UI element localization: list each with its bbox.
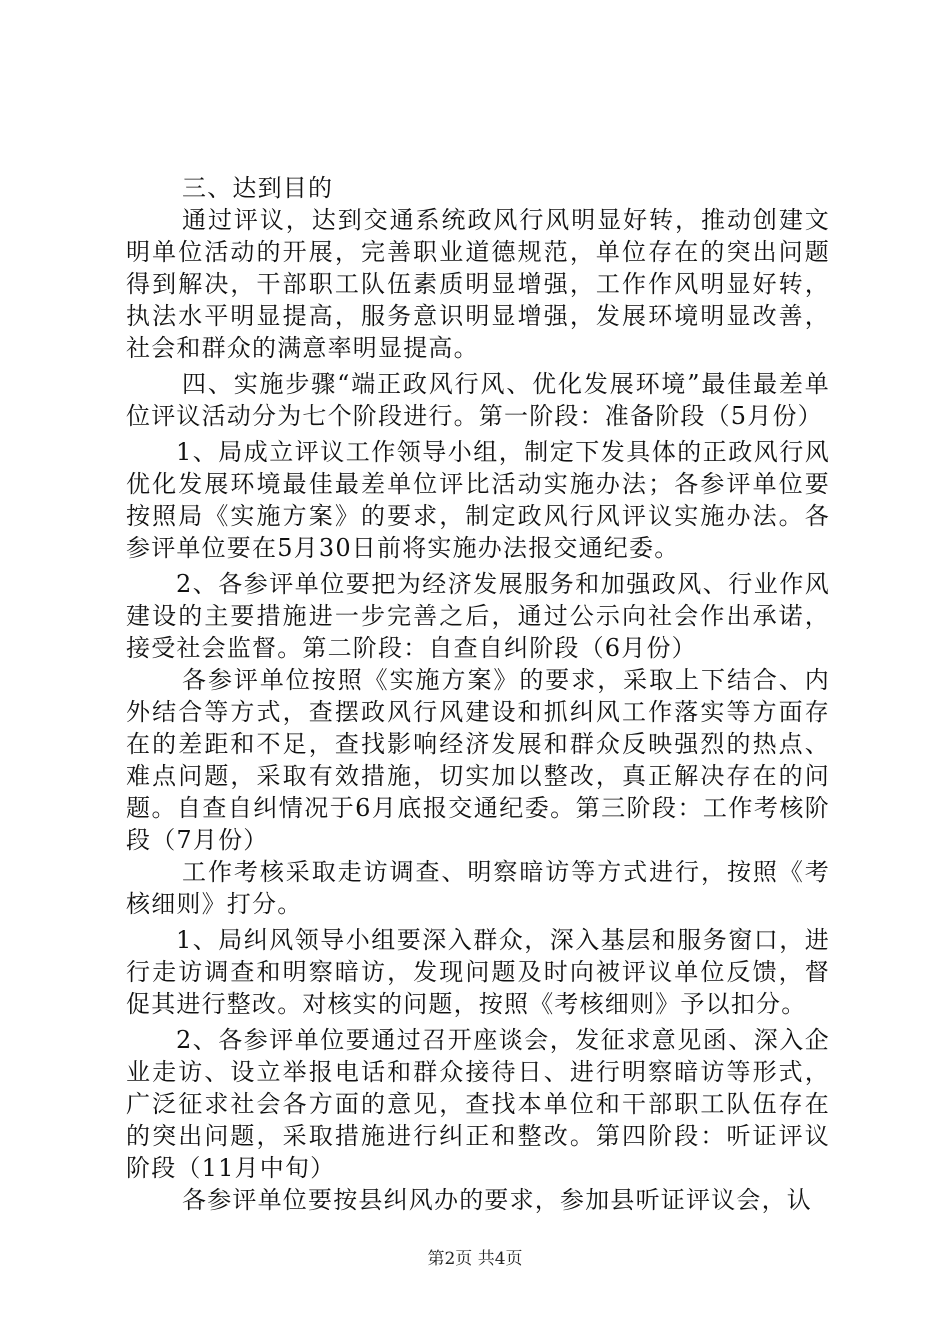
section-heading-goals: 三、达到目的 [182, 174, 334, 202]
section-heading-steps: 四、实施步骤“端正政风行风、优化发展环境”最佳最差单位评议活动分为七个阶段进行。第一阶段：准备阶段（5月份） [126, 370, 830, 430]
paragraph-assessment-1: 1、局纠风领导小组要深入群众，深入基层和服务窗口，进行走访调查和明察暗访，发现问题及时向被评议单位反馈，督促其进行整改。对核实的问题，按照《考核细则》予以扣分。 [126, 926, 830, 1018]
paragraph-goals: 通过评议，达到交通系统政风行风明显好转，推动创建文明单位活动的开展，完善职业道德规范，单位存在的突出问题得到解决，干部职工队伍素质明显增强，工作作风明显好转，执法水平明显提高，服务意识明显增强，发展环境明显改善，社会和群众的满意率明显提高。 [126, 206, 830, 362]
paragraph-step-1-1: 1、局成立评议工作领导小组，制定下发具体的正政风行风优化发展环境最佳最差单位评比活动实施办法；各参评单位要按照局《实施方案》的要求，制定政风行风评议实施办法。各参评单位要在5月30日前将实施办法报交通纪委。 [126, 438, 830, 562]
paragraph-self-check: 各参评单位按照《实施方案》的要求，采取上下结合、内外结合等方式，查摆政风行风建设和抓纠风工作落实等方面存在的差距和不足，查找影响经济发展和群众反映强烈的热点、难点问题，采取有效措施，切实加以整改，真正解决存在的问题。自查自纠情况于6月底报交通纪委。第三阶段：工作考核阶段（7月份） [126, 666, 830, 854]
paragraph-assessment: 工作考核采取走访调查、明察暗访等方式进行，按照《考核细则》打分。 [126, 858, 830, 918]
paragraph-hearing: 各参评单位要按县纠风办的要求，参加县听证评议会，认 [182, 1186, 812, 1214]
page-number-footer: 第2页 共4页 [427, 1249, 523, 1269]
paragraph-assessment-2: 2、各参评单位要通过召开座谈会，发征求意见函、深入企业走访、设立举报电话和群众接待日、进行明察暗访等形式，广泛征求社会各方面的意见，查找本单位和干部职工队伍存在的突出问题，采取措施进行纠正和整改。第四阶段：听证评议阶段（11月中旬） [126, 1026, 830, 1182]
paragraph-step-1-2: 2、各参评单位要把为经济发展服务和加强政风、行业作风建设的主要措施进一步完善之后，通过公示向社会作出承诺，接受社会监督。第二阶段：自查自纠阶段（6月份） [126, 570, 830, 662]
document-body [126, 172, 830, 1216]
